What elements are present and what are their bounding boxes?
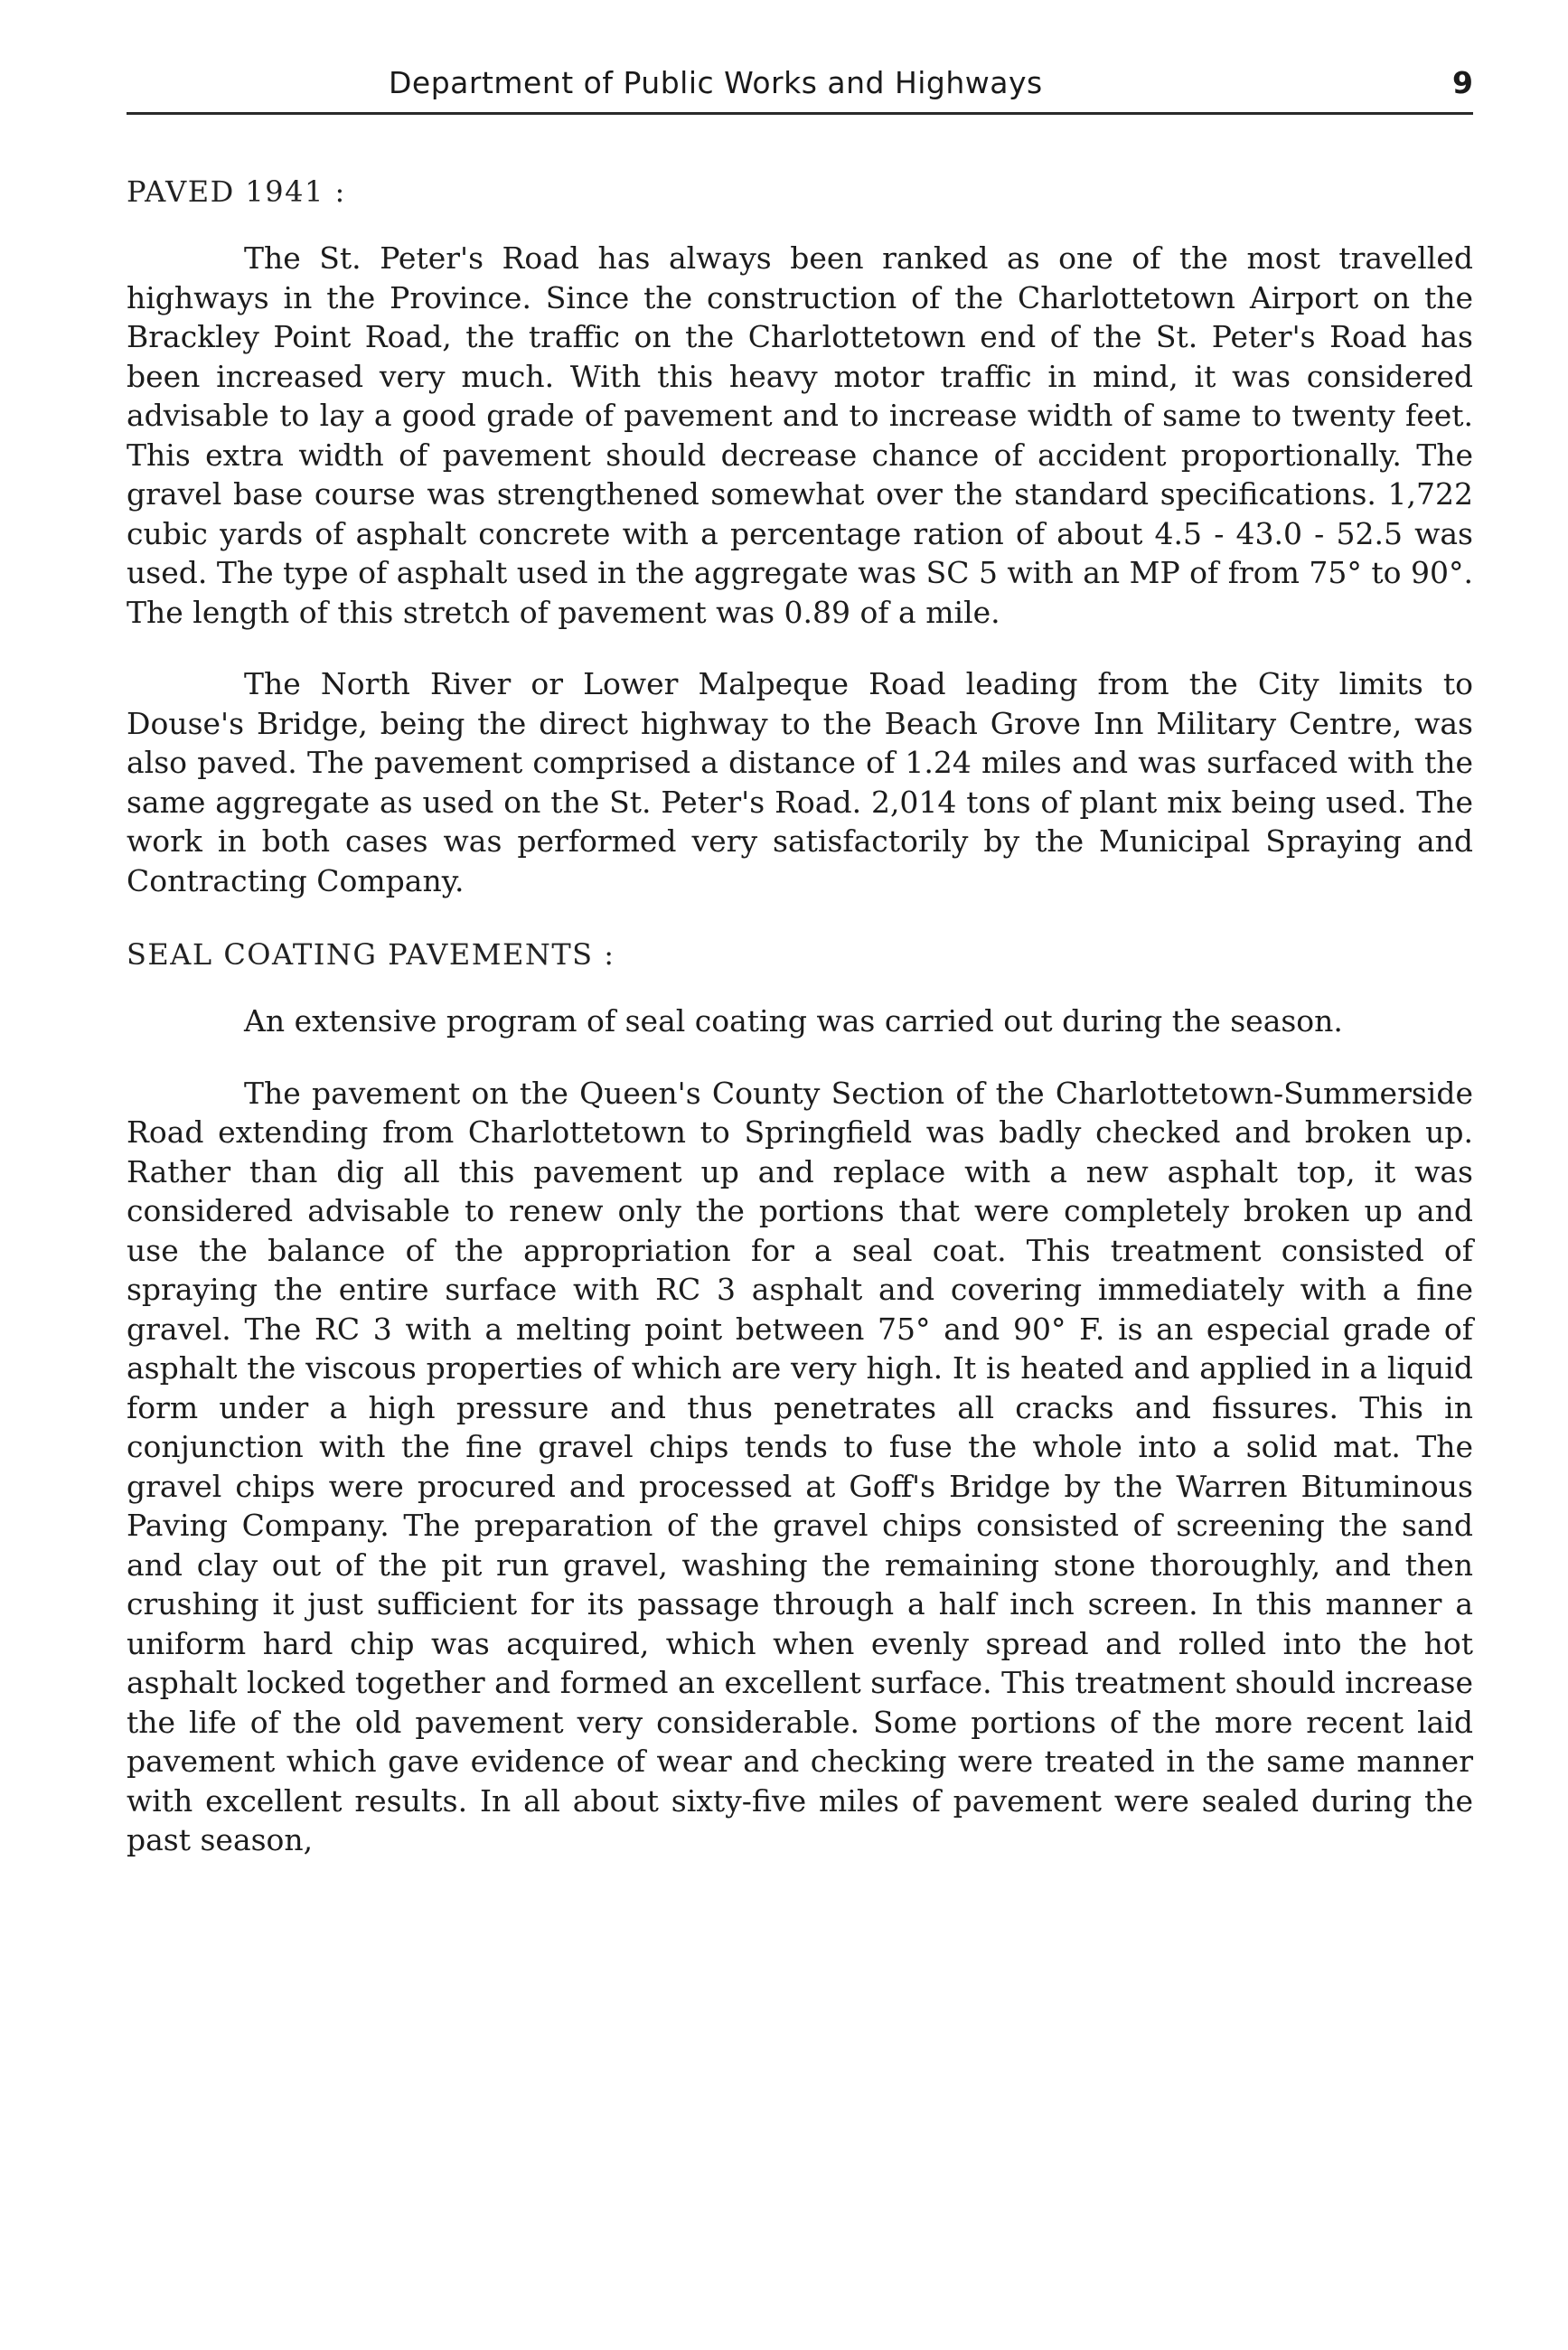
paragraph-seal-coating-program: An extensive program of seal coating was carried out during the season. bbox=[244, 1003, 1343, 1039]
paragraph-queens-county-section: The pavement on the Queen's County Section of the Charlottetown-Summerside Road extending from Charlottetown to Springfield was badly checked and broken up. Rather than dig all this pavement up and replace with a new asphalt top, it was considered advisable to renew only the portions that were completely broken up and use the balance of the appropriation for a seal coat. This treatment consisted of spraying the entire surface with RC 3 asphalt and covering immediately with a fine gravel. The RC 3 with a melting point between 75° and 90° F. is an especial grade of asphalt the viscous properties of which are very high. It is heated and applied in a liquid form under a high pressure and thus penetrates all cracks and fissures. This in conjunction with the fine gravel chips tends to fuse the whole into a solid mat. The gravel chips were procured and processed at Goff's Bridge by the Warren Bituminous Paving Company. The preparation of the gravel chips consisted of screening the sand and clay out of the pit run gravel, washing the remaining stone thoroughly, and then crushing it just sufficient for its passage through a half inch screen. In this manner a uniform hard chip was acquired, which when evenly spread and rolled into the hot asphalt locked together and formed an excellent surface. This treatment should increase the life of the old pavement very considerable. Some portions of the more recent laid pavement which gave evidence of wear and checking were treated in the same manner with excellent results. In all about sixty-five miles of pavement were sealed during the past season, bbox=[127, 1075, 1473, 1857]
section-heading-paved-1941: PAVED 1941 : bbox=[127, 174, 346, 209]
section-heading-seal-coating: SEAL COATING PAVEMENTS : bbox=[127, 937, 615, 972]
paragraph-st-peters-road: The St. Peter's Road has always been ranked as one of the most travelled highways in the Province. Since the construction of the Charlottetown Airport on the Brackley Point Road, the traffic on the Charlottetown end of the St. Peter's Road has been increased very much. With this heavy motor traffic in mind, it was considered advisable to lay a good grade of pavement and to increase width of same to twenty feet. This extra width of pavement should decrease chance of accident proportionally. The gravel base course was strengthened somewhat over the standard specifications. 1,722 cubic yards of asphalt concrete with a percentage ration of about 4.5 - 43.0 - 52.5 was used. The type of asphalt used in the aggregate was SC 5 with an MP of from 75° to 90°. The length of this stretch of pavement was 0.89 of a mile. bbox=[127, 240, 1473, 630]
running-header bbox=[127, 61, 1473, 116]
page-body bbox=[127, 172, 1473, 1893]
page-number: 9 bbox=[1452, 65, 1473, 100]
paragraph-north-river-road: The North River or Lower Malpeque Road leading from the City limits to Douse's Bridge, being the direct highway to the Beach Grove Inn Military Centre, was also paved. The pavement comprised a distance of 1.24 miles and was surfaced with the same aggregate as used on the St. Peter's Road. 2,014 tons of plant mix being used. The work in both cases was performed very satisfactorily by the Municipal Spraying and Contracting Company. bbox=[127, 666, 1473, 898]
header-rule bbox=[127, 112, 1473, 115]
header-title: Department of Public Works and Highways bbox=[389, 65, 1043, 100]
